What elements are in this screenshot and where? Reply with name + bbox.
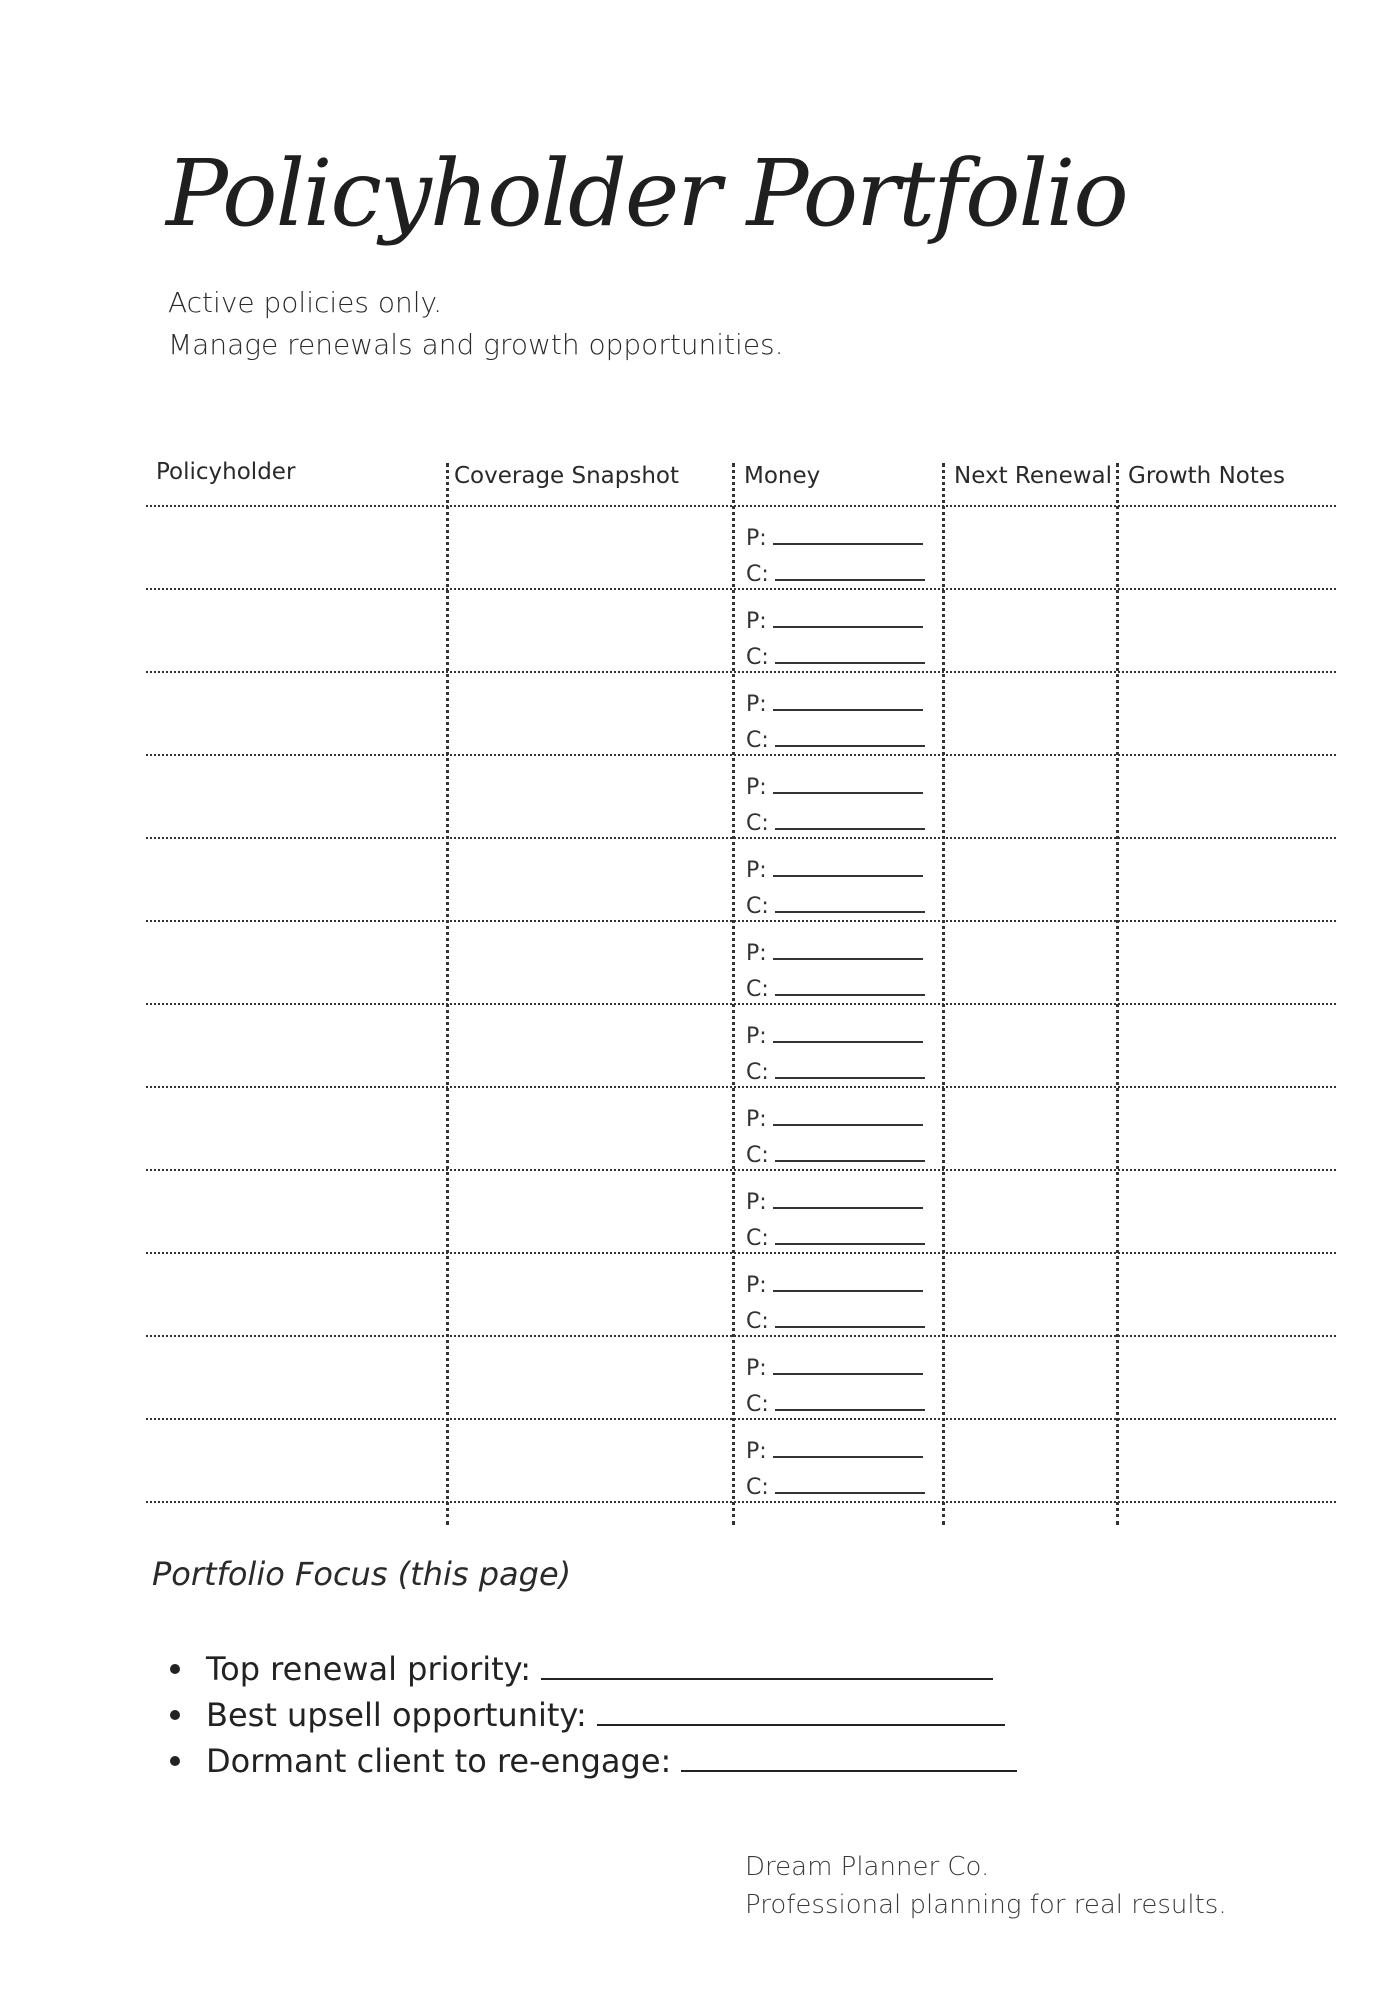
commission-line <box>746 1215 936 1251</box>
next-renewal-cell[interactable] <box>944 588 1114 671</box>
policyholder-cell[interactable] <box>146 1335 444 1418</box>
growth-notes-cell[interactable] <box>1118 588 1336 671</box>
commission-field[interactable] <box>775 745 925 747</box>
commission-field[interactable] <box>775 1492 925 1494</box>
premium-line <box>746 1262 936 1298</box>
next-renewal-cell[interactable] <box>944 754 1114 837</box>
premium-label: P: <box>746 775 767 800</box>
focus-item-label: Best upsell opportunity: <box>206 1696 587 1734</box>
growth-notes-cell[interactable] <box>1118 1169 1336 1252</box>
growth-notes-cell[interactable] <box>1118 1086 1336 1169</box>
premium-field[interactable] <box>773 626 923 628</box>
premium-field[interactable] <box>773 1290 923 1292</box>
coverage-snapshot-cell[interactable] <box>448 1086 730 1169</box>
renewal-priority-field[interactable] <box>541 1678 993 1680</box>
premium-label: P: <box>746 1107 767 1132</box>
commission-label: C: <box>746 811 769 836</box>
table-row <box>146 1252 1336 1335</box>
premium-line <box>746 930 936 966</box>
commission-line <box>746 717 936 753</box>
policyholder-cell[interactable] <box>146 505 444 588</box>
policyholder-cell[interactable] <box>146 837 444 920</box>
header-policyholder: Policyholder <box>156 459 296 485</box>
premium-label: P: <box>746 1024 767 1049</box>
focus-item-renewal <box>170 1642 1017 1688</box>
commission-field[interactable] <box>775 994 925 996</box>
premium-line <box>746 1179 936 1215</box>
policyholder-cell[interactable] <box>146 1086 444 1169</box>
coverage-snapshot-cell[interactable] <box>448 588 730 671</box>
growth-notes-cell[interactable] <box>1118 837 1336 920</box>
next-renewal-cell[interactable] <box>944 1335 1114 1418</box>
focus-item-dormant <box>170 1734 1017 1780</box>
premium-line <box>746 1428 936 1464</box>
commission-field[interactable] <box>775 1243 925 1245</box>
money-cell <box>746 1096 936 1168</box>
page-title: Policyholder Portfolio <box>166 140 1127 247</box>
policyholder-cell[interactable] <box>146 671 444 754</box>
subtitle <box>168 282 784 366</box>
table-row <box>146 671 1336 754</box>
coverage-snapshot-cell[interactable] <box>448 837 730 920</box>
premium-field[interactable] <box>773 1041 923 1043</box>
policyholder-cell[interactable] <box>146 1252 444 1335</box>
commission-label: C: <box>746 1226 769 1251</box>
money-cell <box>746 847 936 919</box>
money-cell <box>746 1179 936 1251</box>
growth-notes-cell[interactable] <box>1118 920 1336 1003</box>
commission-label: C: <box>746 1392 769 1417</box>
premium-label: P: <box>746 1190 767 1215</box>
focus-item-upsell <box>170 1688 1017 1734</box>
header-coverage-snapshot: Coverage Snapshot <box>454 463 680 489</box>
table-row <box>146 920 1336 1003</box>
commission-label: C: <box>746 1309 769 1334</box>
premium-line <box>746 1013 936 1049</box>
premium-field[interactable] <box>773 1373 923 1375</box>
table-row <box>146 1086 1336 1169</box>
next-renewal-cell[interactable] <box>944 671 1114 754</box>
premium-field[interactable] <box>773 1456 923 1458</box>
commission-line <box>746 966 936 1002</box>
footer-company: Dream Planner Co. <box>745 1852 990 1882</box>
money-cell <box>746 1345 936 1417</box>
commission-label: C: <box>746 894 769 919</box>
table-row <box>146 1335 1336 1418</box>
header-next-renewal: Next Renewal <box>954 463 1113 489</box>
policyholder-cell[interactable] <box>146 1169 444 1252</box>
growth-notes-cell[interactable] <box>1118 1003 1336 1086</box>
premium-label: P: <box>746 1356 767 1381</box>
premium-field[interactable] <box>773 1207 923 1209</box>
focus-item-label: Dormant client to re-engage: <box>206 1742 672 1780</box>
next-renewal-cell[interactable] <box>944 837 1114 920</box>
coverage-snapshot-cell[interactable] <box>448 1418 730 1501</box>
bullet-icon <box>170 1710 180 1720</box>
coverage-snapshot-cell[interactable] <box>448 1252 730 1335</box>
commission-field[interactable] <box>775 828 925 830</box>
growth-notes-cell[interactable] <box>1118 671 1336 754</box>
coverage-snapshot-cell[interactable] <box>448 1003 730 1086</box>
premium-line <box>746 847 936 883</box>
growth-notes-cell[interactable] <box>1118 1418 1336 1501</box>
premium-line <box>746 515 936 551</box>
commission-field[interactable] <box>775 579 925 581</box>
premium-field[interactable] <box>773 958 923 960</box>
money-cell <box>746 598 936 670</box>
bullet-icon <box>170 1664 180 1674</box>
commission-label: C: <box>746 562 769 587</box>
table-row <box>146 1169 1336 1252</box>
premium-field[interactable] <box>773 1124 923 1126</box>
premium-label: P: <box>746 1439 767 1464</box>
premium-field[interactable] <box>773 792 923 794</box>
money-cell <box>746 930 936 1002</box>
next-renewal-cell[interactable] <box>944 1252 1114 1335</box>
commission-line <box>746 1049 936 1085</box>
premium-field[interactable] <box>773 543 923 545</box>
growth-notes-cell[interactable] <box>1118 1252 1336 1335</box>
commission-line <box>746 1132 936 1168</box>
commission-line <box>746 1464 936 1500</box>
policyholder-cell[interactable] <box>146 1418 444 1501</box>
subtitle-line-2: Manage renewals and growth opportunities. <box>168 328 784 361</box>
dormant-client-field[interactable] <box>681 1770 1017 1772</box>
policyholder-cell[interactable] <box>146 588 444 671</box>
money-cell <box>746 1013 936 1085</box>
table-row <box>146 505 1336 588</box>
commission-label: C: <box>746 1060 769 1085</box>
premium-line <box>746 1096 936 1132</box>
policyholder-cell[interactable] <box>146 920 444 1003</box>
policyholder-cell[interactable] <box>146 754 444 837</box>
upsell-opportunity-field[interactable] <box>597 1724 1005 1726</box>
commission-label: C: <box>746 645 769 670</box>
table-row <box>146 588 1336 671</box>
next-renewal-cell[interactable] <box>944 1418 1114 1501</box>
premium-line <box>746 1345 936 1381</box>
commission-field[interactable] <box>775 1326 925 1328</box>
premium-line <box>746 764 936 800</box>
premium-label: P: <box>746 526 767 551</box>
commission-line <box>746 551 936 587</box>
table-row <box>146 754 1336 837</box>
footer-tagline: Professional planning for real results. <box>745 1890 1227 1920</box>
commission-line <box>746 1298 936 1334</box>
next-renewal-cell[interactable] <box>944 1169 1114 1252</box>
coverage-snapshot-cell[interactable] <box>448 1335 730 1418</box>
commission-label: C: <box>746 1475 769 1500</box>
policyholder-cell[interactable] <box>146 1003 444 1086</box>
portfolio-table <box>146 455 1336 1525</box>
coverage-snapshot-cell[interactable] <box>448 754 730 837</box>
subtitle-line-1: Active policies only. <box>168 286 442 319</box>
table-row <box>146 1418 1336 1501</box>
money-cell <box>746 764 936 836</box>
money-cell <box>746 515 936 587</box>
bullet-icon <box>170 1756 180 1766</box>
growth-notes-cell[interactable] <box>1118 754 1336 837</box>
commission-line <box>746 800 936 836</box>
row-divider <box>146 1501 1336 1503</box>
commission-line <box>746 1381 936 1417</box>
commission-label: C: <box>746 977 769 1002</box>
next-renewal-cell[interactable] <box>944 1003 1114 1086</box>
growth-notes-cell[interactable] <box>1118 505 1336 588</box>
coverage-snapshot-cell[interactable] <box>448 920 730 1003</box>
header-growth-notes: Growth Notes <box>1128 463 1285 489</box>
header-money: Money <box>744 463 821 489</box>
table-row <box>146 1003 1336 1086</box>
premium-field[interactable] <box>773 875 923 877</box>
footer <box>745 1848 1227 1924</box>
next-renewal-cell[interactable] <box>944 920 1114 1003</box>
focus-title: Portfolio Focus (this page) <box>152 1555 572 1593</box>
commission-label: C: <box>746 1143 769 1168</box>
commission-line <box>746 883 936 919</box>
commission-field[interactable] <box>775 1077 925 1079</box>
coverage-snapshot-cell[interactable] <box>448 671 730 754</box>
focus-list <box>170 1642 1017 1780</box>
commission-field[interactable] <box>775 1409 925 1411</box>
premium-label: P: <box>746 1273 767 1298</box>
commission-field[interactable] <box>775 1160 925 1162</box>
commission-label: C: <box>746 728 769 753</box>
premium-label: P: <box>746 609 767 634</box>
premium-label: P: <box>746 858 767 883</box>
commission-field[interactable] <box>775 911 925 913</box>
coverage-snapshot-cell[interactable] <box>448 1169 730 1252</box>
coverage-snapshot-cell[interactable] <box>448 505 730 588</box>
next-renewal-cell[interactable] <box>944 1086 1114 1169</box>
premium-label: P: <box>746 941 767 966</box>
growth-notes-cell[interactable] <box>1118 1335 1336 1418</box>
focus-item-label: Top renewal priority: <box>206 1650 532 1688</box>
commission-field[interactable] <box>775 662 925 664</box>
premium-line <box>746 598 936 634</box>
money-cell <box>746 1262 936 1334</box>
table-row <box>146 837 1336 920</box>
premium-label: P: <box>746 692 767 717</box>
next-renewal-cell[interactable] <box>944 505 1114 588</box>
premium-line <box>746 681 936 717</box>
money-cell <box>746 681 936 753</box>
money-cell <box>746 1428 936 1500</box>
commission-line <box>746 634 936 670</box>
premium-field[interactable] <box>773 709 923 711</box>
